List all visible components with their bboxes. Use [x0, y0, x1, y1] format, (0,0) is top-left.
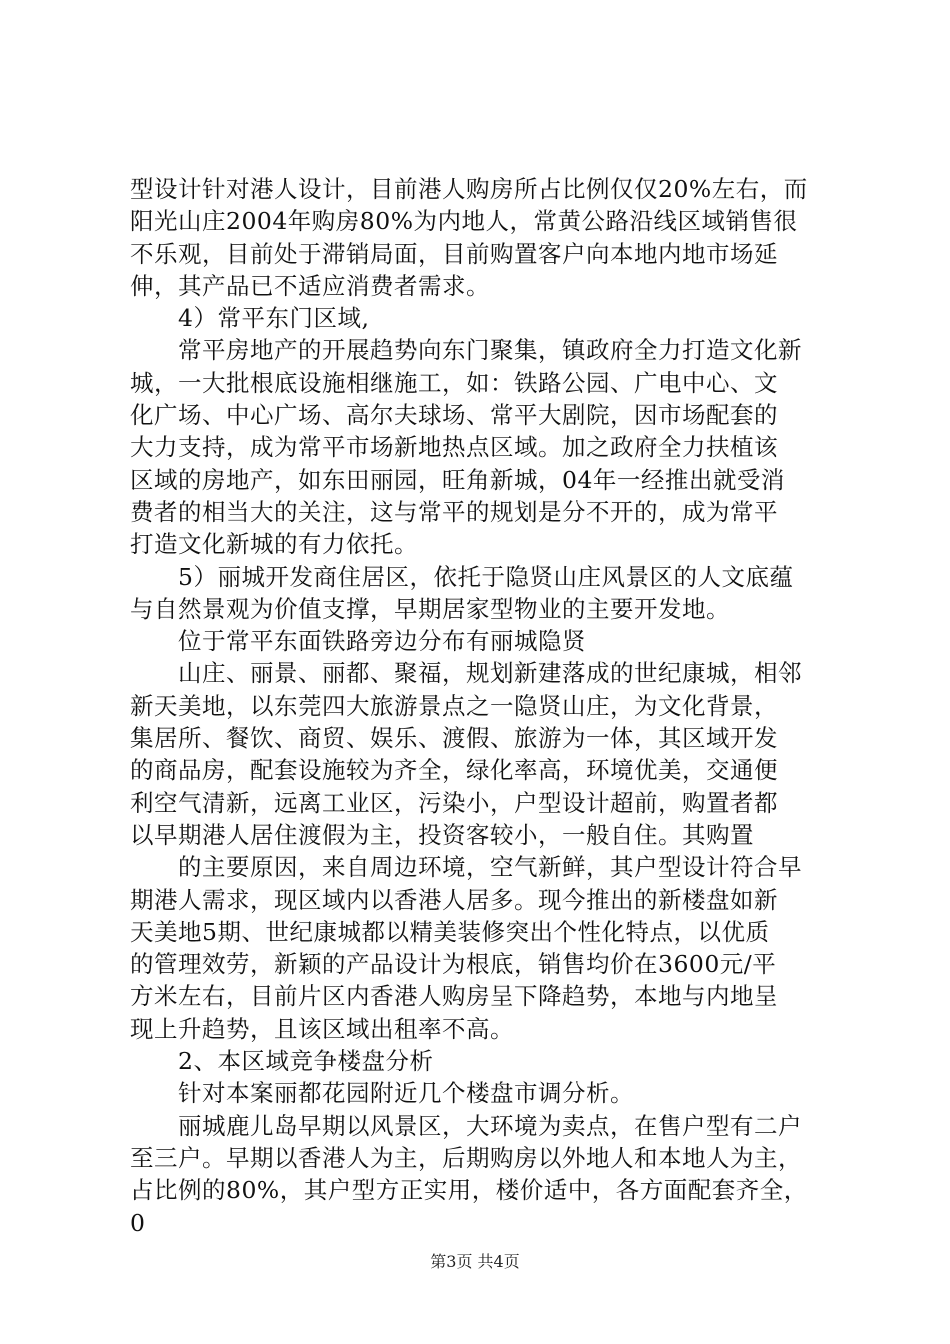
body-line: 天美地5期、世纪康城都以精美装修突出个性化特点，以优质 — [130, 917, 770, 946]
body-line: 型设计针对港人设计，目前港人购房所占比例仅仅20%左右，而 — [130, 175, 808, 203]
body-line: 化广场、中心广场、高尔夫球场、常平大剧院，因市场配套的 — [130, 401, 778, 430]
body-line: 阳光山庄2004年购房80%为内地人，常黄公路沿线区域销售很 — [130, 207, 798, 236]
body-line: 不乐观，目前处于滞销局面，目前购置客户向本地内地市场延 — [130, 239, 778, 268]
body-line: 至三户。早期以香港人为主，后期购房以外地人和本地人为主， — [130, 1143, 802, 1172]
page-number-footer: 第3页 共4页 — [430, 1252, 520, 1271]
body-line: 的商品房，配套设施较为齐全，绿化率高，环境优美，交通便 — [130, 756, 778, 785]
body-line: 费者的相当大的关注，这与常平的规划是分不开的，成为常平 — [130, 497, 778, 526]
body-line: 0 — [130, 1208, 146, 1237]
body-line: 针对本案丽都花园附近几个楼盘市调分析。 — [178, 1079, 634, 1108]
body-line: 伸，其产品已不适应消费者需求。 — [130, 271, 490, 300]
section-heading: 5）丽城开发商住居区，依托于隐贤山庄风景区的人文底蕴 — [178, 562, 794, 591]
body-line: 与自然景观为价值支撑，早期居家型物业的主要开发地。 — [130, 594, 730, 623]
body-line: 山庄、丽景、丽都、聚福，规划新建落成的世纪康城，相邻 — [178, 659, 802, 688]
body-line: 方米左右，目前片区内香港人购房呈下降趋势，本地与内地呈 — [130, 982, 778, 1011]
body-line: 的管理效劳，新颖的产品设计为根底，销售均价在3600元/平 — [130, 950, 777, 979]
body-line: 丽城鹿儿岛早期以风景区，大环境为卖点，在售户型有二户 — [178, 1111, 802, 1140]
document-body — [130, 173, 830, 1239]
body-line: 以早期港人居住渡假为主，投资客较小，一般自住。其购置 — [130, 820, 754, 849]
body-line: 利空气清新，远离工业区，污染小，户型设计超前，购置者都 — [130, 788, 778, 817]
section-heading: 2、本区域竞争楼盘分析 — [178, 1047, 434, 1076]
body-line: 城，一大批根底设施相继施工，如：铁路公园、广电中心、文 — [130, 368, 778, 397]
body-line: 区域的房地产，如东田丽园，旺角新城，04年一经推出就受消 — [130, 465, 785, 494]
body-line: 期港人需求，现区域内以香港人居多。现今推出的新楼盘如新 — [130, 885, 778, 914]
body-line: 位于常平东面铁路旁边分布有丽城隐贤 — [178, 627, 586, 656]
body-line: 常平房地产的开展趋势向东门聚集，镇政府全力打造文化新 — [178, 336, 802, 365]
body-line: 占比例的80%，其户型方正实用，楼价适中，各方面配套齐全， — [130, 1176, 808, 1205]
body-line: 集居所、餐饮、商贸、娱乐、渡假、旅游为一体，其区域开发 — [130, 724, 778, 753]
body-line: 新天美地，以东莞四大旅游景点之一隐贤山庄，为文化背景， — [130, 691, 778, 720]
body-line: 的主要原因，来自周边环境，空气新鲜，其户型设计符合早 — [178, 853, 802, 882]
section-heading: 4）常平东门区域, — [178, 304, 370, 333]
body-line: 现上升趋势，且该区域出租率不高。 — [130, 1014, 514, 1043]
body-line: 打造文化新城的有力依托。 — [130, 530, 418, 559]
body-line: 大力支持，成为常平市场新地热点区域。加之政府全力扶植该 — [130, 433, 778, 462]
